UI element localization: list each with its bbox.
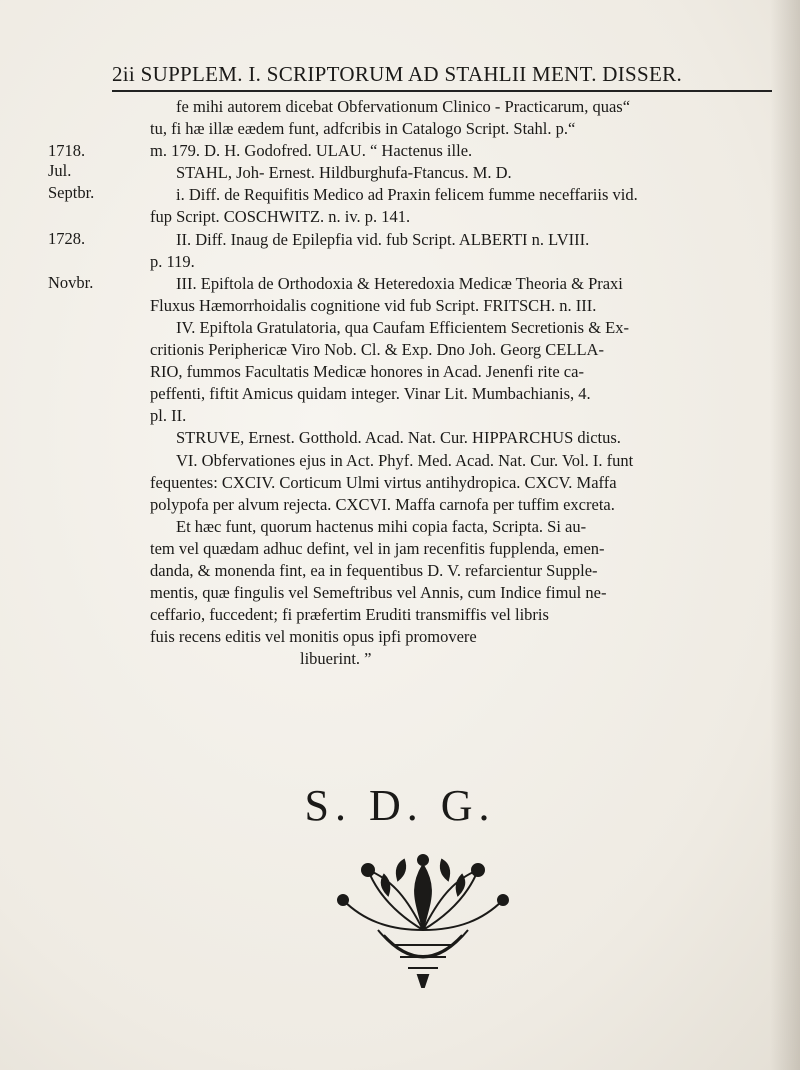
text-line: p. 119. <box>150 251 195 271</box>
text-line: fequentes: CXCIV. Corticum Ulmi virtus antihydropica. CXCV. Maffa <box>150 472 617 492</box>
text-line: fup Script. COSCHWITZ. n. iv. p. 141. <box>150 207 411 227</box>
text-line: II. Diff. Inaug de Epilepfia vid. fub Script. ALBERTI n. LVIII. <box>176 229 590 249</box>
margin-jul: Jul. <box>48 161 72 180</box>
text-line: tem vel quædam adhuc defint, vel in jam recenfitis fupplenda, emen- <box>150 538 605 558</box>
margin-novbr: Novbr. <box>48 273 94 292</box>
floral-basket-ornament-icon <box>318 835 528 995</box>
text-line: IV. Epiftola Gratulatoria, qua Caufam Efficientem Secretionis & Ex- <box>176 317 630 337</box>
text-line: mentis, quæ fingulis vel Semeftribus vel Annis, cum Indice fimul ne- <box>150 583 607 603</box>
text-line: STAHL, Joh- Ernest. Hildburghufa-Ftancus. M. D. <box>176 163 512 183</box>
text-line: ceffario, fuccedent; fi præfertim Eruditi transmiffis vel libris <box>150 605 549 625</box>
text-line: tu, fi hæ illæ eædem funt, adfcribis in Catalogo Script. Stahl. p.“ <box>150 119 576 139</box>
text-line: libuerint. ” <box>300 649 372 669</box>
text-line: m. 179. D. H. Godofred. ULAU. “ Hactenus ille. <box>150 141 473 161</box>
text-line: critionis Periphericæ Viro Nob. Cl. & Exp. Dno Joh. Georg CELLA- <box>150 340 604 360</box>
closing-sdg: S. D. G. <box>304 781 496 830</box>
text-line: peffenti, fiftit Amicus quidam integer. Vinar Lit. Mumbachianis, 4. <box>150 384 591 404</box>
text-line: i. Diff. de Requifitis Medico ad Praxin felicem fumme neceffariis vid. <box>176 185 638 205</box>
text-line: pl. II. <box>150 406 187 426</box>
text-line: VI. Obfervationes ejus in Act. Phyf. Med. Acad. Nat. Cur. Vol. I. funt <box>176 450 634 470</box>
text-line: Et hæc funt, quorum hactenus mihi copia facta, Scripta. Si au- <box>176 516 587 536</box>
running-header: 2ii SUPPLEM. I. SCRIPTORUM AD STAHLII MENT. DISSER. <box>112 62 682 86</box>
text-line: RIO, fummos Facultatis Medicæ honores in Acad. Jenenfi rite ca- <box>150 362 584 382</box>
margin-year-1718: 1718. <box>48 141 86 160</box>
body-text <box>150 96 772 670</box>
page-edge-shadow <box>770 0 800 1070</box>
text-line: STRUVE, Ernest. Gotthold. Acad. Nat. Cur. HIPPARCHUS dictus. <box>176 428 621 448</box>
text-line: fuis recens editis vel monitis opus ipfi promovere <box>150 627 477 647</box>
text-line: Fluxus Hæmorrhoidalis cognitione vid fub Script. FRITSCH. n. III. <box>150 295 597 315</box>
margin-septbr: Septbr. <box>48 183 95 202</box>
header-rule <box>112 90 772 92</box>
text-line: polypofa per alvum rejecta. CXCVI. Maffa carnofa per tuffim excreta. <box>150 494 615 514</box>
text-line: III. Epiftola de Orthodoxia & Heteredoxia Medicæ Theoria & Praxi <box>176 273 623 293</box>
text-line: fe mihi autorem dicebat Obfervationum Clinico - Practicarum, quas“ <box>176 97 631 116</box>
margin-year-1728: 1728. <box>48 229 86 248</box>
text-line: danda, & monenda fint, ea in fequentibus D. V. refarcientur Supple- <box>150 560 598 580</box>
